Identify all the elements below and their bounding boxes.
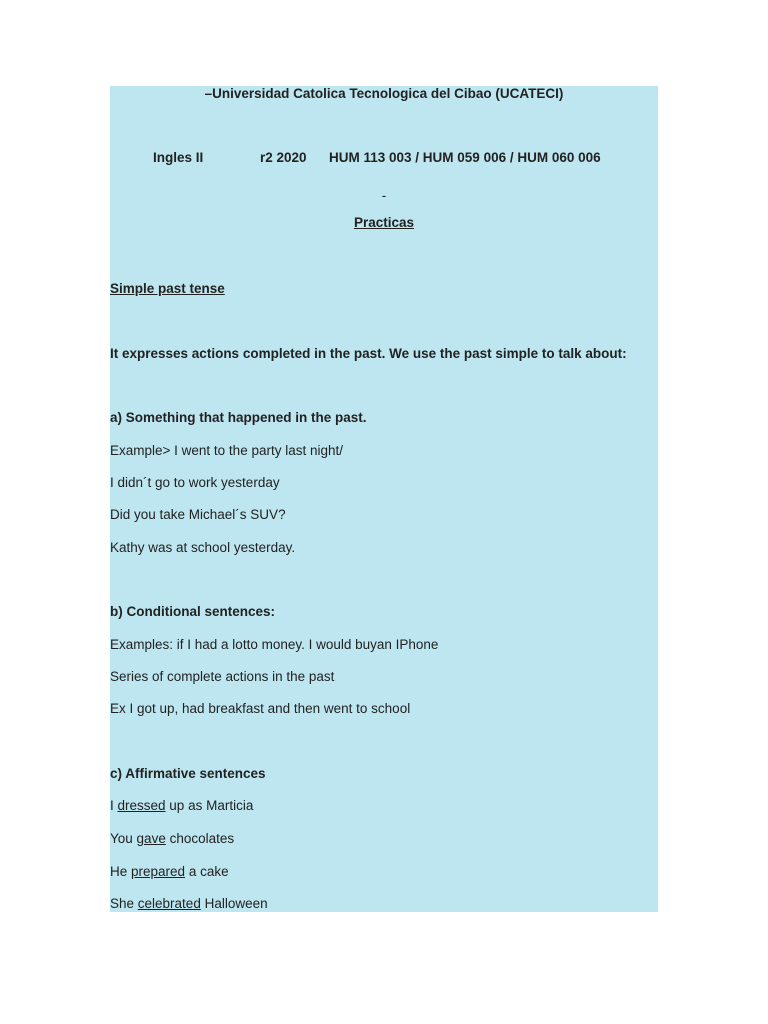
part-b-heading: b) Conditional sentences: <box>110 604 276 619</box>
section-intro: It expresses actions completed in the past. We use the past simple to talk about: <box>110 346 627 361</box>
past-verb: prepared <box>131 864 186 879</box>
part-a-line: I didn´t go to work yesterday <box>110 475 280 490</box>
part-a-line: Example> I went to the party last night/ <box>110 443 344 458</box>
affirmative-sentence <box>110 864 229 880</box>
university-title: –Universidad Catolica Tecnologica del Cibao (UCATECI) <box>204 86 564 101</box>
part-b-line: Examples: if I had a lotto money. I would buyan IPhone <box>110 637 439 652</box>
course-name: Ingles II <box>153 150 204 165</box>
term: r2 2020 <box>260 150 307 165</box>
part-a-heading: a) Something that happened in the past. <box>110 410 367 425</box>
page-title: Practicas <box>353 215 415 230</box>
part-b-line: Ex I got up, had breakfast and then went to school <box>110 701 411 716</box>
past-verb: dressed <box>117 798 166 813</box>
dash-line: - <box>381 188 387 203</box>
affirmative-sentence <box>110 896 268 912</box>
sentence-subject: He <box>110 864 132 879</box>
sentence-rest: up as Marticia <box>165 798 254 813</box>
page-title-wrap <box>110 215 658 231</box>
sentence-rest: Halloween <box>200 896 268 911</box>
part-c-heading: c) Affirmative sentences <box>110 766 266 781</box>
part-b-line: Series of complete actions in the past <box>110 669 335 684</box>
course-codes: HUM 113 003 / HUM 059 006 / HUM 060 006 <box>329 150 601 165</box>
affirmative-sentence <box>110 831 234 847</box>
past-verb: gave <box>136 831 166 846</box>
past-verb: celebrated <box>137 896 201 911</box>
document-page-block <box>110 86 658 912</box>
part-a-line: Kathy was at school yesterday. <box>110 540 296 555</box>
affirmative-sentence <box>110 798 253 814</box>
sentence-subject: She <box>110 896 138 911</box>
part-a-line: Did you take Michael´s SUV? <box>110 507 286 522</box>
sentence-subject: You <box>110 831 137 846</box>
sentence-rest: a cake <box>185 864 229 879</box>
sentence-rest: chocolates <box>165 831 235 846</box>
section-heading: Simple past tense <box>110 281 225 296</box>
sentence-subject: I <box>110 798 118 813</box>
